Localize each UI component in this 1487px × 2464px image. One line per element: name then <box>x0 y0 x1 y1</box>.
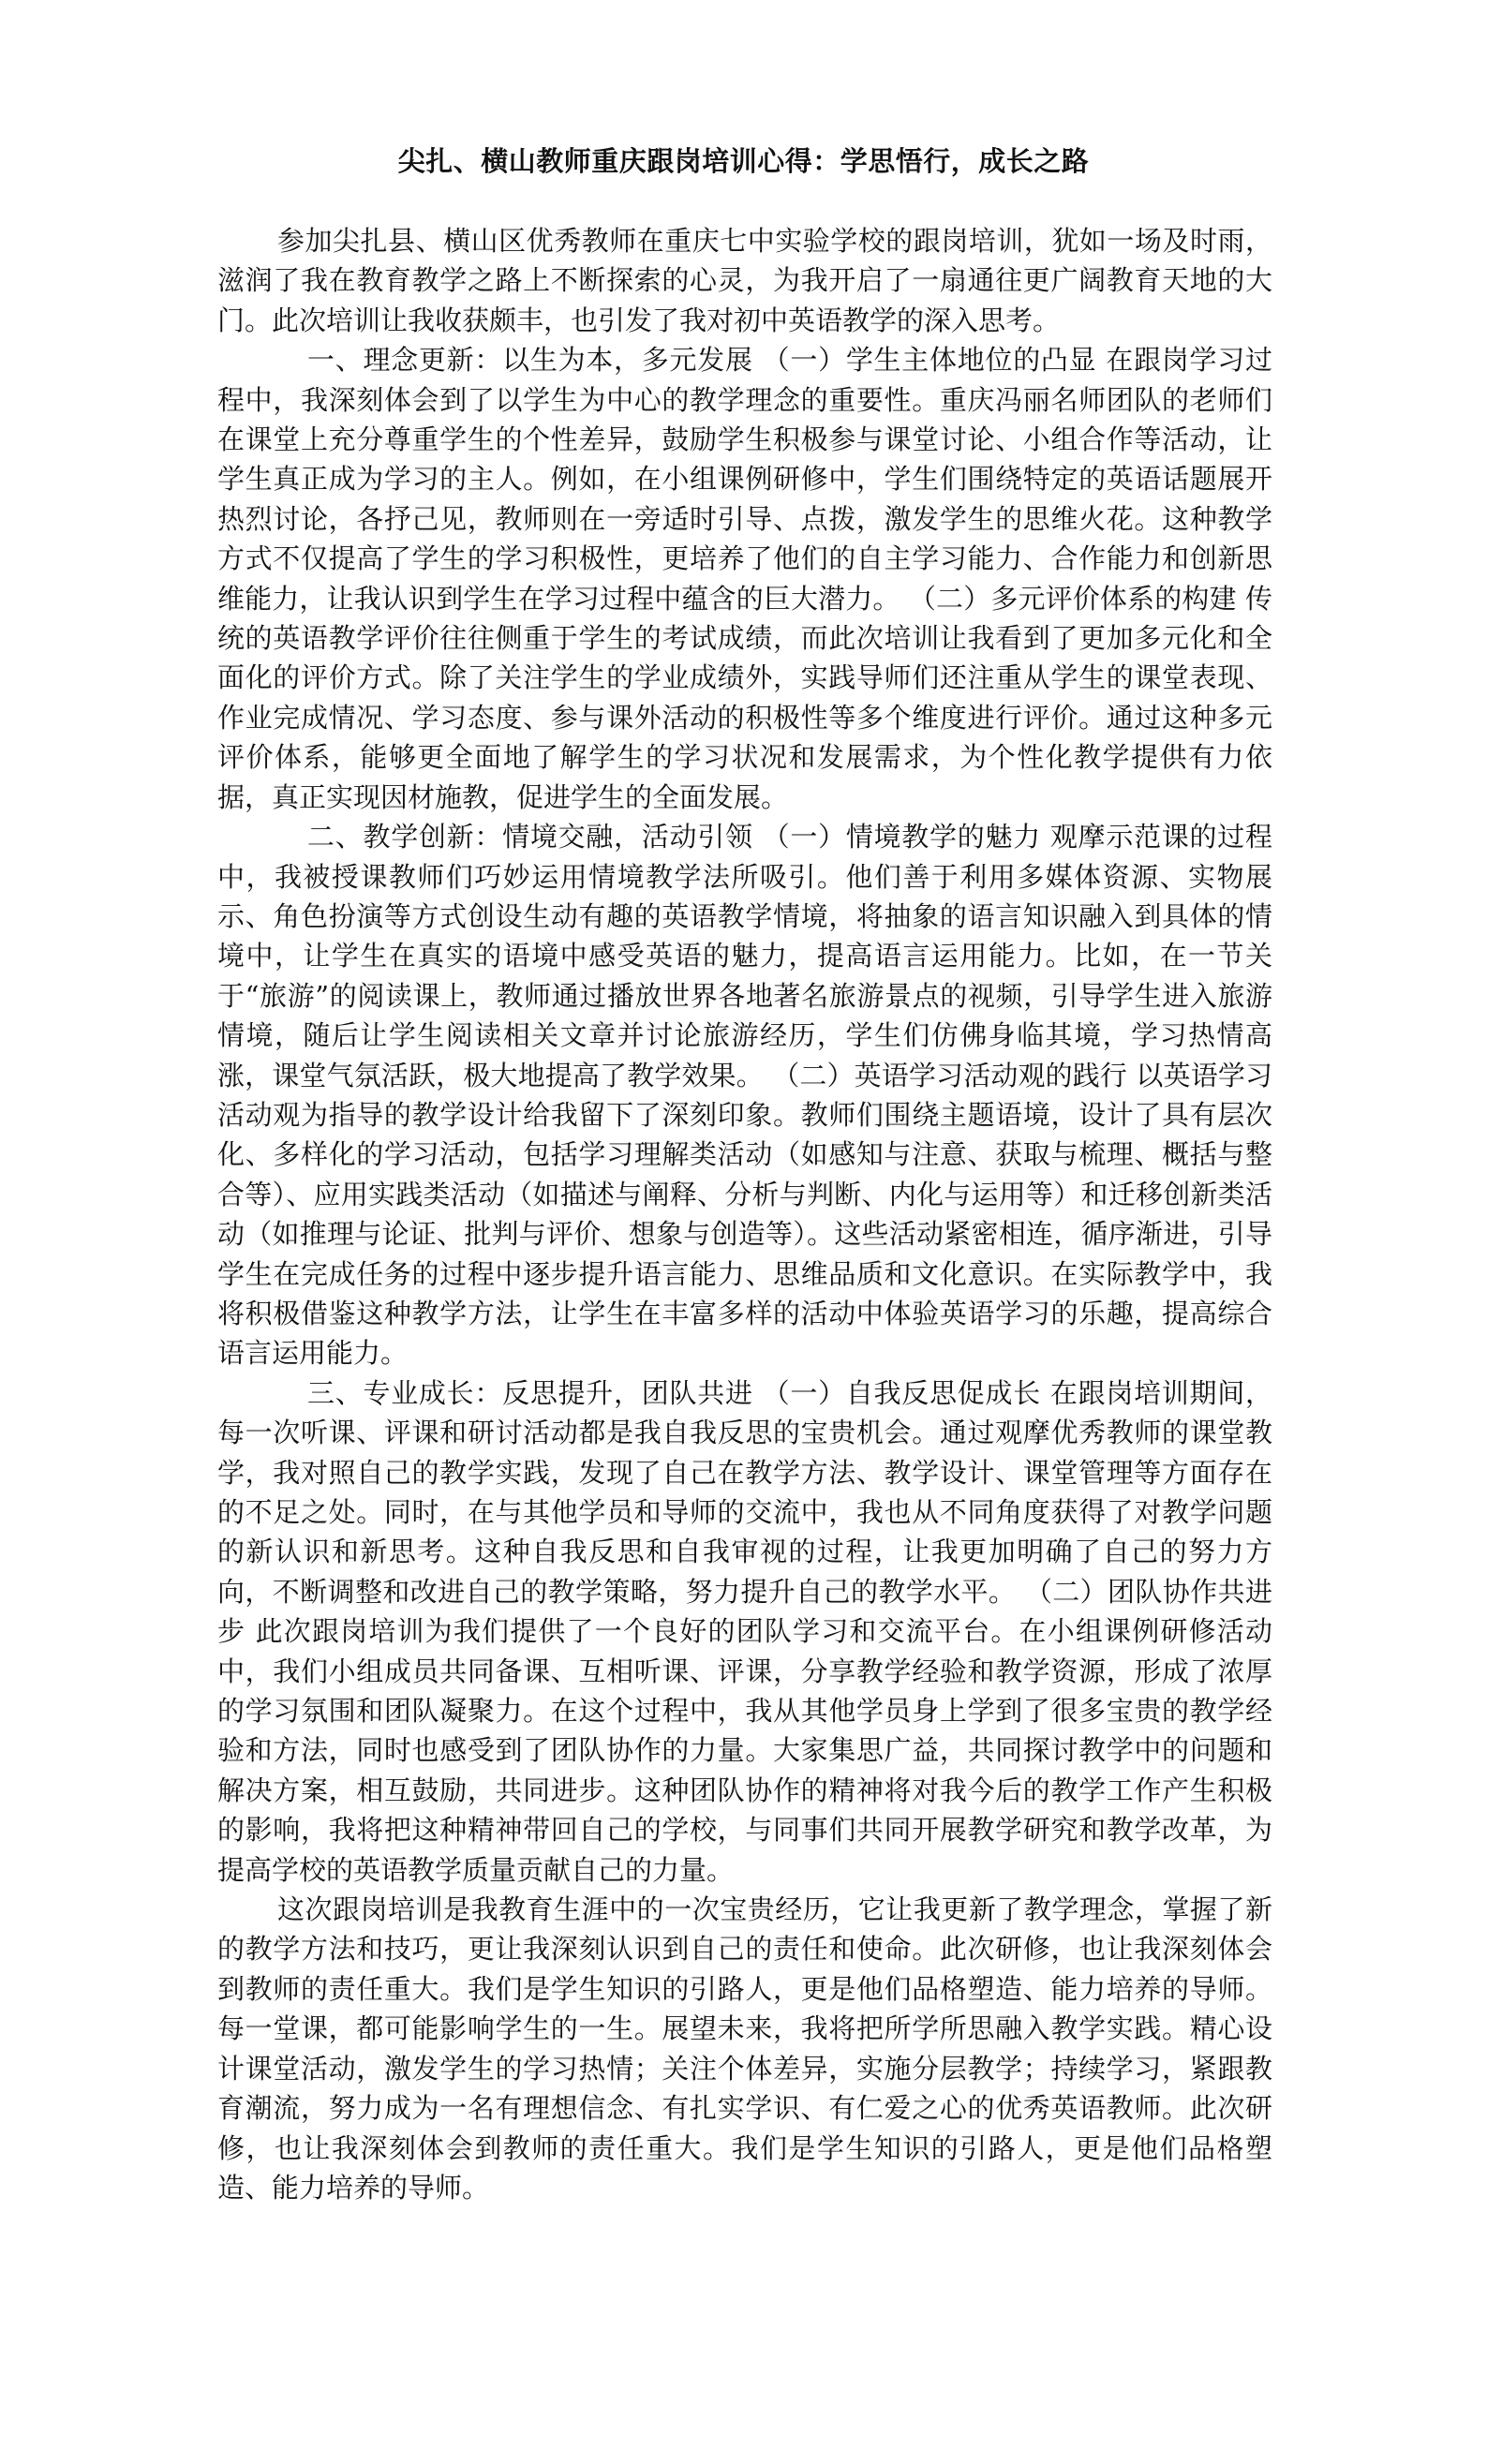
document-title: 尖扎、横山教师重庆跟岗培训心得：学思悟行，成长之路 <box>397 145 1090 177</box>
paragraph-section-two: 二、教学创新：情境交融，活动引领 （一）情境教学的魅力 观摩示范课的过程中，我被授课教师们巧妙运用情境教学法所吸引。他们善于利用多媒体资源、实物展示、角色扮演等方式创设生动有趣的英语教学情境，将抽象的语言知识融入到具体的情境中，让学生在真实的语境中感受英语的魅力，提高语言运用能力。比如，在一节关于“旅游”的阅读课上，教师通过播放世界各地著名旅游景点的视频，引导学生进入旅游情境，随后让学生阅读相关文章并讨论旅游经历，学生们仿佛身临其境，学习热情高涨，课堂气氛活跃，极大地提高了教学效果。 （二）英语学习活动观的践行 以英语学习活动观为指导的教学设计给我留下了深刻印象。教师们围绕主题语境，设计了具有层次化、多样化的学习活动，包括学习理解类活动（如感知与注意、获取与梳理、概括与整合等）、应用实践类活动（如描述与阐释、分析与判断、内化与运用等）和迁移创新类活动（如推理与论证、批判与评价、想象与创造等）。这些活动紧密相连，循序渐进，引导学生在完成任务的过程中逐步提升语言能力、思维品质和文化意识。在实际教学中，我将积极借鉴这种教学方法，让学生在丰富多样的活动中体验英语学习的乐趣，提高综合语言运用能力。 <box>217 821 1272 1370</box>
paragraph-conclusion: 这次跟岗培训是我教育生涯中的一次宝贵经历，它让我更新了教学理念，掌握了新的教学方法和技巧，更让我深刻认识到自己的责任和使命。此次研修，也让我深刻体会到教师的责任重大。我们是学生知识的引路人，更是他们品格塑造、能力培养的导师。每一堂课，都可能影响学生的一生。展望未来，我将把所学所思融入教学实践。精心设计课堂活动，激发学生的学习热情；关注个体差异，实施分层教学；持续学习，紧跟教育潮流，努力成为一名有理想信念、有扎实学识、有仁爱之心的优秀英语教师。此次研修，也让我深刻体会到教师的责任重大。我们是学生知识的引路人，更是他们品格塑造、能力培养的导师。 <box>217 1893 1272 2204</box>
paragraph-intro: 参加尖扎县、横山区优秀教师在重庆七中实验学校的跟岗培训，犹如一场及时雨，滋润了我在教育教学之路上不断探索的心灵，为我开启了一扇通往更广阔教育天地的大门。此次培训让我收获颇丰，也引发了我对初中英语教学的深入思考。 <box>217 225 1272 336</box>
paragraph-section-one: 一、理念更新：以生为本，多元发展 （一）学生主体地位的凸显 在跟岗学习过程中，我深刻体会到了以学生为中心的教学理念的重要性。重庆冯丽名师团队的老师们在课堂上充分尊重学生的个性差异，鼓励学生积极参与课堂讨论、小组合作等活动，让学生真正成为学习的主人。例如，在小组课例研修中，学生们围绕特定的英语话题展开热烈讨论，各抒己见，教师则在一旁适时引导、点拨，激发学生的思维火花。这种教学方式不仅提高了学生的学习积极性，更培养了他们的自主学习能力、合作能力和创新思维能力，让我认识到学生在学习过程中蕴含的巨大潜力。 （二）多元评价体系的构建 传统的英语教学评价往往侧重于学生的考试成绩，而此次培训让我看到了更加多元化和全面化的评价方式。除了关注学生的学业成绩外，实践导师们还注重从学生的课堂表现、作业完成情况、学习态度、参与课外活动的积极性等多个维度进行评价。通过这种多元评价体系，能够更全面地了解学生的学习状况和发展需求，为个性化教学提供有力依据，真正实现因材施教，促进学生的全面发展。 <box>217 344 1272 813</box>
paragraph-section-three: 三、专业成长：反思提升，团队共进 （一）自我反思促成长 在跟岗培训期间，每一次听课、评课和研讨活动都是我自我反思的宝贵机会。通过观摩优秀教师的课堂教学，我对照自己的教学实践，发现了自己在教学方法、教学设计、课堂管理等方面存在的不足之处。同时，在与其他学员和导师的交流中，我也从不同角度获得了对教学问题的新认识和新思考。这种自我反思和自我审视的过程，让我更加明确了自己的努力方向，不断调整和改进自己的教学策略，努力提升自己的教学水平。 （二）团队协作共进步 此次跟岗培训为我们提供了一个良好的团队学习和交流平台。在小组课例研修活动中，我们小组成员共同备课、互相听课、评课，分享教学经验和教学资源，形成了浓厚的学习氛围和团队凝聚力。在这个过程中，我从其他学员身上学到了很多宝贵的教学经验和方法，同时也感受到了团队协作的力量。大家集思广益，共同探讨教学中的问题和解决方案，相互鼓励，共同进步。这种团队协作的精神将对我今后的教学工作产生积极的影响，我将把这种精神带回自己的学校，与同事们共同开展教学研究和教学改革，为提高学校的英语教学质量贡献自己的力量。 <box>217 1376 1272 1886</box>
document-body <box>217 221 1272 2207</box>
